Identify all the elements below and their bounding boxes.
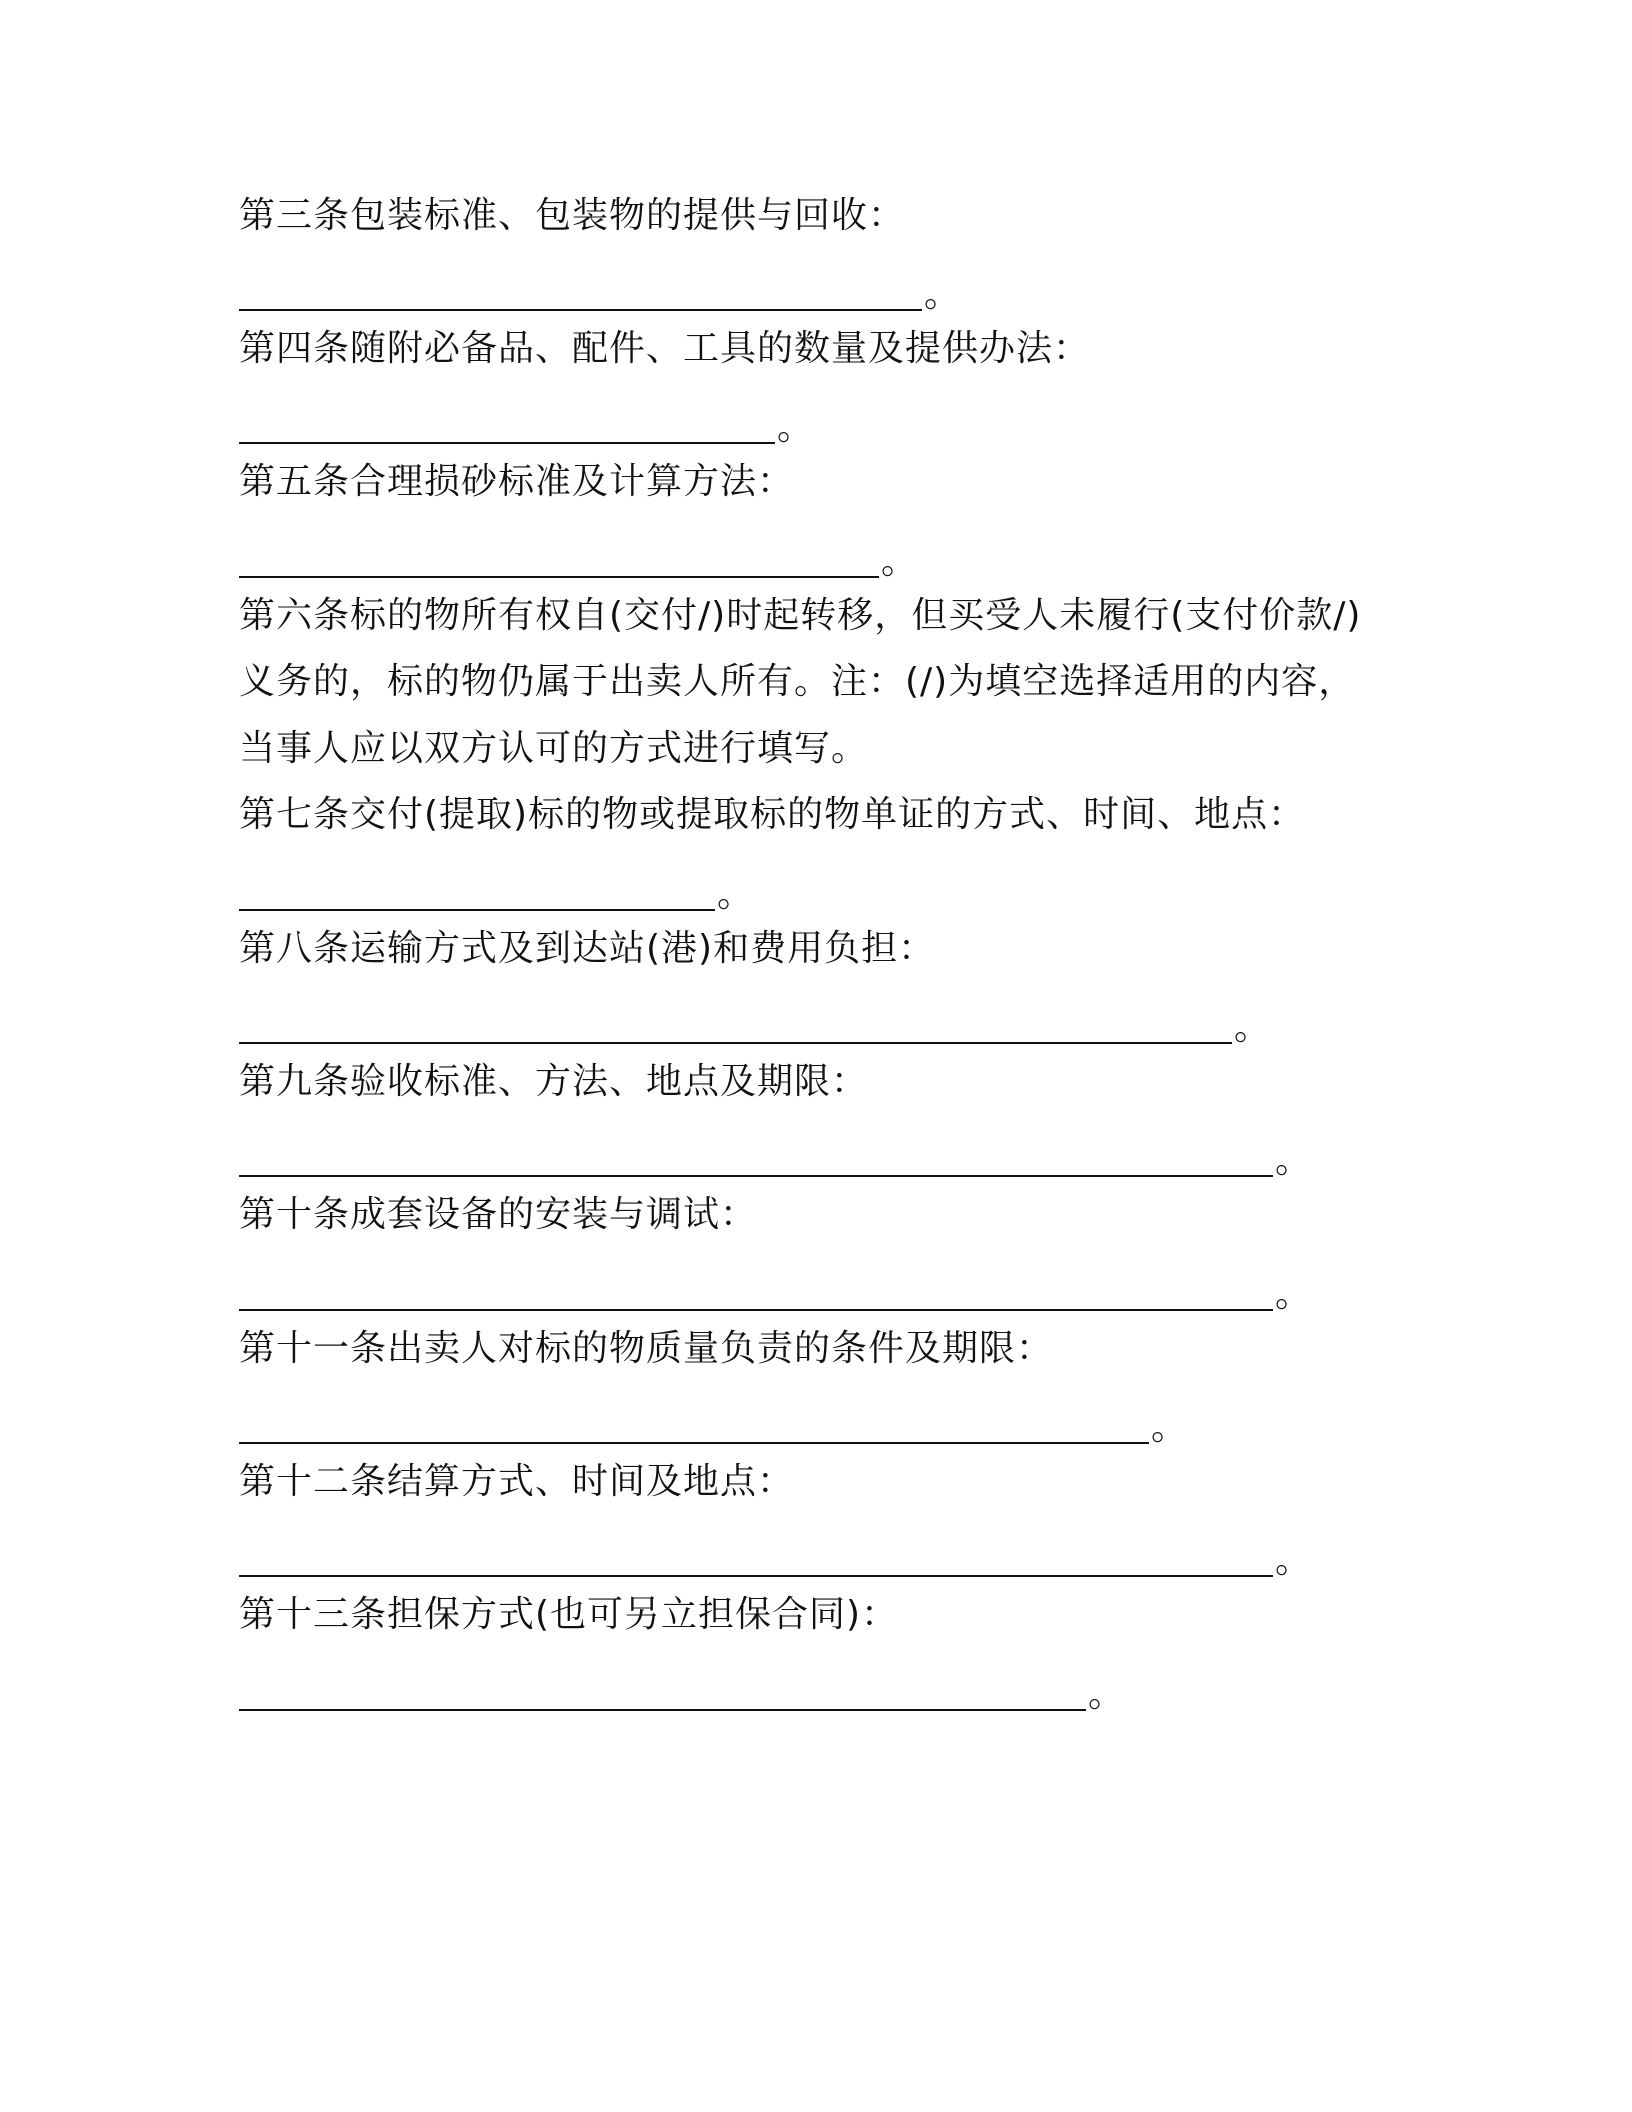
fill-in-line	[239, 442, 775, 444]
article-9-title: 第九条验收标准、方法、地点及期限：	[239, 1061, 869, 1102]
article-8-title: 第八条运输方式及到达站(港)和费用负担：	[239, 928, 936, 969]
article-13-title: 第十三条担保方式(也可另立担保合同)：	[239, 1594, 899, 1635]
article-7-title: 第七条交付(提取)标的物或提取标的物单证的方式、时间、地点：	[239, 794, 1306, 835]
period: 。	[1275, 1540, 1312, 1581]
fill-in-line	[239, 309, 922, 311]
article-6-line-1: 第六条标的物所有权自(交付/)时起转移，但买受人未履行(支付价款/)	[239, 595, 1362, 636]
article-7-blank	[239, 872, 753, 918]
article-11-blank	[239, 1405, 1187, 1451]
article-5-title: 第五条合理损砂标准及计算方法：	[239, 461, 795, 502]
period: 。	[717, 874, 754, 915]
period: 。	[1275, 1140, 1312, 1181]
article-12-blank	[239, 1538, 1311, 1584]
article-10-blank	[239, 1272, 1311, 1318]
period: 。	[1275, 1274, 1312, 1315]
fill-in-line	[239, 1709, 1086, 1711]
article-10-title: 第十条成套设备的安装与调试：	[239, 1194, 758, 1235]
article-3-title: 第三条包装标准、包装物的提供与回收：	[239, 195, 906, 236]
article-11-title: 第十一条出卖人对标的物质量负责的条件及期限：	[239, 1328, 1054, 1369]
article-4-blank	[239, 405, 813, 451]
article-6-line-3: 当事人应以双方认可的方式进行填写。	[239, 728, 869, 769]
fill-in-line	[239, 1175, 1273, 1177]
article-9-blank	[239, 1138, 1311, 1184]
period: 。	[881, 541, 918, 582]
period: 。	[1088, 1674, 1125, 1715]
period: 。	[924, 274, 961, 315]
article-3-blank	[239, 272, 960, 318]
fill-in-line	[239, 576, 879, 578]
article-5-blank	[239, 539, 917, 585]
fill-in-line	[239, 1042, 1232, 1044]
fill-in-line	[239, 1575, 1273, 1577]
article-4-title: 第四条随附必备品、配件、工具的数量及提供办法：	[239, 328, 1091, 369]
article-8-blank	[239, 1005, 1270, 1051]
fill-in-line	[239, 1309, 1273, 1311]
fill-in-line	[239, 909, 715, 911]
period: 。	[1234, 1007, 1271, 1048]
article-13-blank	[239, 1672, 1124, 1718]
fill-in-line	[239, 1442, 1149, 1444]
period: 。	[777, 407, 814, 448]
article-12-title: 第十二条结算方式、时间及地点：	[239, 1461, 795, 1502]
period: 。	[1151, 1407, 1188, 1448]
article-6-line-2: 义务的，标的物仍属于出卖人所有。注：(/)为填空选择适用的内容，	[239, 661, 1356, 702]
